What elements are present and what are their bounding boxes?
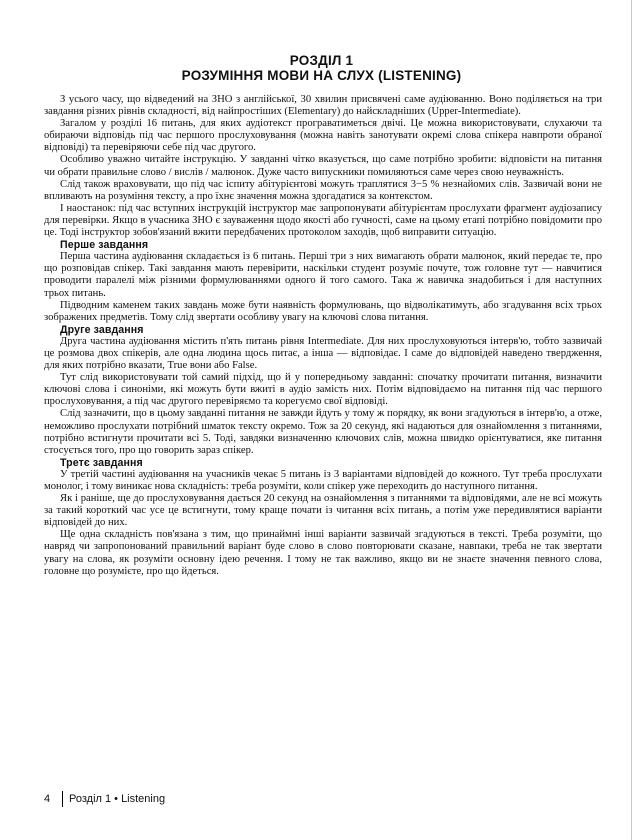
paragraph: Тут слід використовувати той самий підхід, що й у попередньому завданні: спочатку прочитати питання, визначити ключові слова і синоніми, які можуть бути вжиті в аудіо замість них. Потім відповідаємо на питання під час першого прослуховування, а під час другого перевіряємо та корегуємо свої відповіді.: [44, 372, 602, 408]
section-heading-second-task: Друге завдання: [60, 323, 144, 336]
section-heading-first-task: Перше завдання: [60, 239, 149, 252]
section-heading-third-task: Третє завдання: [60, 456, 143, 469]
paragraph: Як і раніше, ще до прослуховування дається 20 секунд на ознайомлення з питаннями та відповідями, але не всі можуть за такий короткий час усе це встигнути, тому краще почати із читання всіх питань, а потім уже передивлятися варіанти відповідей до них.: [44, 493, 602, 529]
paragraph: Підводним каменем таких завдань може бути наявність формулювань, що відволікатимуть, або згадування всіх трьох зображених предметів. Тому слід звертати особливу увагу на ключові слова питання.: [44, 299, 602, 323]
chapter-number: РОЗДІЛ 1: [289, 53, 354, 68]
footer-divider: [62, 791, 63, 807]
paragraph: У третій частині аудіювання на учасників чекає 5 питань із 3 варіантами відповідей до кожного. Тут треба прослухати монолог, і тому виникає нова складність: треба розуміти, коли спікер уже переходить до наступного питання.: [44, 468, 602, 492]
paragraph: Перша частина аудіювання складається із 6 питань. Перші три з них вимагають обрати малюнок, який передає те, про що розповідав спікер. Такі завдання мають перевірити, наскільки студент розуміє почуте, тож головне тут — навчитися проводити паралелі між різними формулюваннями одного й того самого. Така ж навичка знадобиться і для наступних трьох питань.: [44, 251, 602, 299]
paragraph: Ще одна складність пов'язана з тим, що принаймні інші варіанти зазвичай згадуються в тексті. Треба розуміти, що навряд чи запропонований правильний варіант буде слово в слово повторювати сказане, навпаки, треба не так звертати увагу на слова, як розуміти основну ідею речення. І тому не так важливо, якщо ви не знаєте значення певного слова, головне що розумієте, про що йдеться.: [44, 529, 602, 577]
paragraph: І наостанок: під час вступних інструкцій інструктор має запропонувати абітурієнтам прослухати фрагмент аудіозапису для перевірки. Якщо в учасника ЗНО є зауваження щодо якості або гучності, саме на цьому етапі потрібно повідомити про це. Тоді інструктор зобов'язаний вжити передбачених протоколом заходів, щоб виправити ситуацію.: [44, 202, 602, 239]
paragraph: Особливо уважно читайте інструкцію. У завданні чітко вказується, що саме потрібно зробити: відповісти на питання чи обрати правильне слово / вислів / малюнок. Дуже часто випускники помиляються саме через свою неуважність.: [44, 154, 602, 178]
paragraph: З усього часу, що відведений на ЗНО з англійської, 30 хвилин присвячені саме аудіюванню. Воно поділяється на три завдання різних рівнів складності, від найпростіших (Elementary) до найскладніших (Upper-Intermediate).: [44, 94, 602, 118]
right-edge-rule: [631, 0, 632, 840]
page-number: 4: [44, 793, 51, 805]
paragraph: Загалом у розділі 16 питань, для яких аудіотекст програватиметься двічі. Це можна використовувати, слухаючи та обираючи відповідь під час першого прослуховування (можна навіть занотувати окремі слова спікера навпроти обраної відповіді) та перевіряючи себе під час другого.: [44, 118, 602, 154]
paragraph: Слід зазначити, що в цьому завданні питання не завжди йдуть у тому ж порядку, як вони згадуються в інтерв'ю, а отже, неможливо прослухати потрібний шматок тексту окремо. Тож за 20 секунд, які надаються для ознайомлення з питаннями, потрібно встигнути прочитати всі 5. Тоді, завдяки визначенню ключових слів, можна швидко орієнтуватися, яке питання стосується того, про що говорить зараз спікер.: [44, 408, 602, 456]
chapter-heading: [44, 53, 599, 84]
page-footer: [44, 791, 165, 807]
paragraph: Друга частина аудіювання містить п'ять питань рівня Intermediate. Для них прослуховуються інтерв'ю, тобто зазвичай це розмова двох спікерів, але одна людина щось питає, а інша — відповідає. І саме до відповідей наведено твердження, для яких потрібно вказати, True вони або False.: [44, 335, 602, 372]
chapter-title: РОЗУМІННЯ МОВИ НА СЛУХ (LISTENING): [181, 68, 462, 83]
running-footer-label: Розділ 1 • Listening: [69, 793, 166, 805]
paragraph: Слід також враховувати, що під час іспиту абітурієнтові можуть траплятися 3−5 % незнайомих слів. Зазвичай вони не впливають на розуміння тексту, а про їхнє значення можна здогадатися за контекстом.: [44, 178, 602, 202]
body-text: [44, 94, 602, 578]
